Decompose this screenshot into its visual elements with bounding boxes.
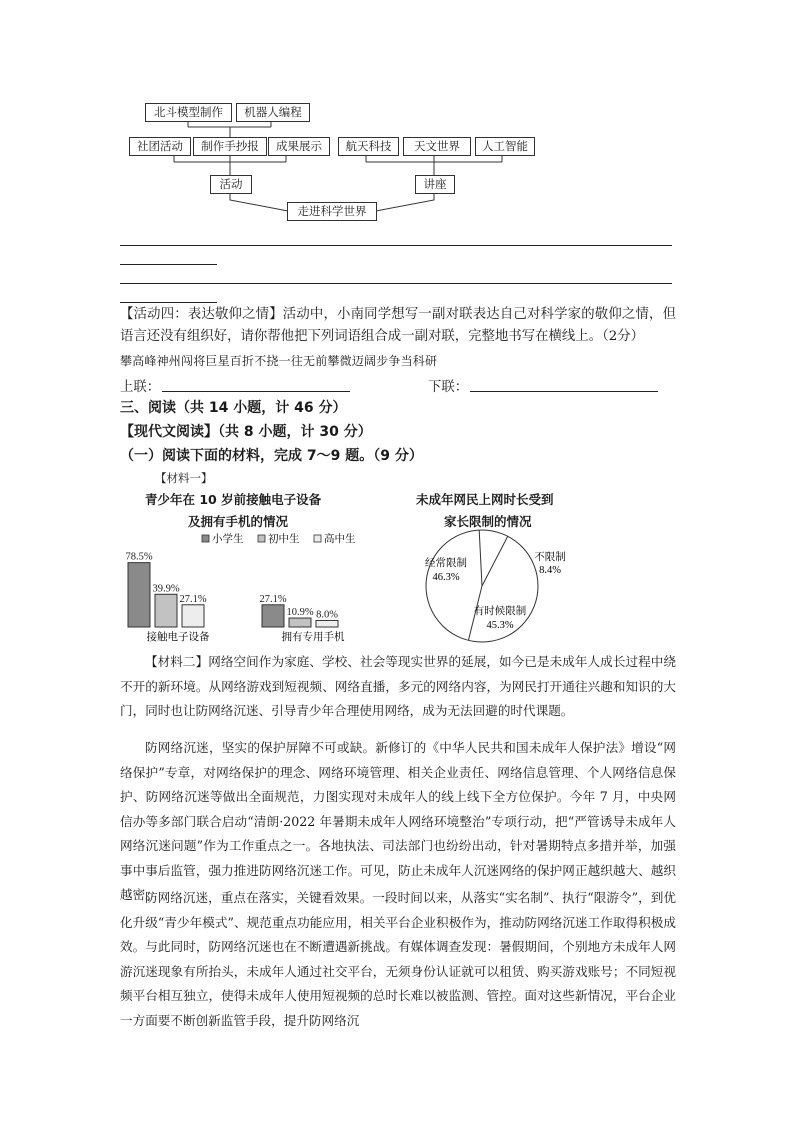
diagram-box-beidou: 北斗模型制作 [145,103,232,122]
diagram-box-activity: 活动 [210,175,252,194]
bar-chart-title-2: 及拥有手机的情况 [188,514,289,529]
legend-swatch [202,535,209,542]
bar-value-label: 10.9% [286,607,314,619]
diagram-box-club: 社团活动 [129,137,191,156]
bar-value-label: 8.0% [316,609,338,621]
lower-couplet-label: 下联： [428,380,469,395]
material-1-label: 【材料一】 [155,471,213,485]
bar-chart-title-1: 青少年在 10 岁前接触电子设备 [145,492,322,507]
diagram-box-root: 走进科学世界 [287,202,377,221]
bar-value-label: 78.5% [125,551,153,563]
diagram-box-handwritten: 制作手抄报 [193,137,267,156]
answer-line-2 [120,264,217,265]
bar-value-label: 39.9% [152,583,180,595]
pie-slice-label: 不限制 [534,551,566,563]
pie-slice-value: 8.4% [539,565,561,576]
legend-swatch [258,535,265,542]
bar-0-2 [182,605,204,627]
bar-1-0 [262,605,284,627]
legend-label: 小学生 [212,533,244,545]
category-label: 拥有专用手机 [281,631,345,643]
section-3-heading: 三、阅读（共 14 小题，计 46 分） [120,400,347,416]
diagram-box-lecture: 讲座 [415,175,455,194]
modern-reading-heading: 【现代文阅读】（共 8 小题，计 30 分） [120,424,372,440]
bar-0-1 [155,594,177,627]
bar-1-1 [289,618,311,627]
legend-label: 初中生 [268,533,300,545]
bar-chart [120,528,380,648]
diagram-connectors [0,0,794,240]
material-2-paragraph: 【材料二】网络空间作为家庭、学校、社会等现实世界的延展，如今已是未成年人成长过程中绕不开的新环境。从网络游戏到短视频、网络直播，多元的网络内容，为网民打开通往兴趣和知识的大门，同时也让防网络沉迷、引导青少年合理使用网络，成为无法回避的时代课题。 [120,654,676,718]
legend-swatch [314,535,321,542]
category-label: 接触电子设备 [146,631,210,643]
bar-value-label: 27.1% [259,593,287,605]
part-1-heading: （一）阅读下面的材料，完成 7～9 题。（9 分） [120,448,423,464]
pie-slice-value: 46.3% [432,572,460,583]
diagram-box-aerospace: 航天科技 [338,137,399,156]
diagram-box-astronomy: 天文世界 [403,137,471,156]
upper-couplet-input[interactable] [162,391,350,392]
pie-slice-label: 有时候限制 [473,605,527,617]
pie-chart [410,528,590,648]
lower-couplet-input[interactable] [470,391,658,392]
bar-0-0 [128,563,150,627]
diagram-box-showcase: 成果展示 [268,137,330,156]
bar-value-label: 27.1% [179,593,207,605]
answer-line-4 [120,302,217,303]
activity4-instructions: 【活动四：表达敬仰之情】活动中，小南同学想写一副对联表达自己对科学家的敬仰之情，但语言还没有组织好，请你帮他把下列词语组合成一副对联，完整地书写在横线上。（2分） [120,307,676,344]
couplet-words: 攀高峰神州闯将巨星百折不挠一往无前攀微迈阔步争当科研 [120,354,438,368]
pie-chart-title-1: 未成年网民上网时长受到 [416,492,554,507]
paragraph-3: 防网络沉迷，重点在落实，关键看效果。一段时间以来，从落实“实名制”、执行“限游令”，到优化升级“青少年模式”、规范重点功能应用，相关平台企业积极作为，推动防网络沉迷工作取得积极成效。与此同时，防网络沉迷也在不断遭遇新挑战。有媒体调查发现：暑假期间，个别地方未成年人网游沉迷现象有所抬头，未成年人通过社交平台，无须身份认证就可以租赁、购买游戏账号；不同短视频平台相互独立，使得未成年人使用短视频的总时长难以被监测、管控。面对这些新情况，平台企业一方面要不断创新监管手段，提升防网络沉 [120,890,676,1028]
legend-label: 高中生 [324,533,356,545]
diagram-box-ai: 人工智能 [475,137,535,156]
bar-1-2 [316,620,338,627]
pie-chart-title-2: 家长限制的情况 [444,514,532,529]
pie-slice-value: 45.3% [486,620,514,631]
answer-line-3 [120,283,672,284]
paragraph-2: 防网络沉迷，坚实的保护屏障不可或缺。新修订的《中华人民共和国未成年人保护法》增设“网络保护”专章，对网络保护的理念、网络环境管理、相关企业责任、网络信息管理、个人网络信息保护、防网络沉迷等做出全面规范，力图实现对未成年人的线上线下全方位保护。今年 7 月，中央网信办等多部门联合启动“清朗·2022 年暑期未成年人网络环境整治”专项行动，把“严管诱导未成年人网络沉迷问题”作为工作重点之一。各地执法、司法部门也纷纷出动，针对暑期特点多措并举，加强事中事后监管，强力推进防网络沉迷工作。可见，防止未成年人沉迷网络的保护网正越织越大、越织越密。 [120,740,676,902]
pie-slice-label: 经常限制 [425,557,467,569]
diagram-box-robot: 机器人编程 [236,103,310,122]
upper-couplet-label: 上联： [120,380,161,395]
answer-line-1 [120,245,672,246]
